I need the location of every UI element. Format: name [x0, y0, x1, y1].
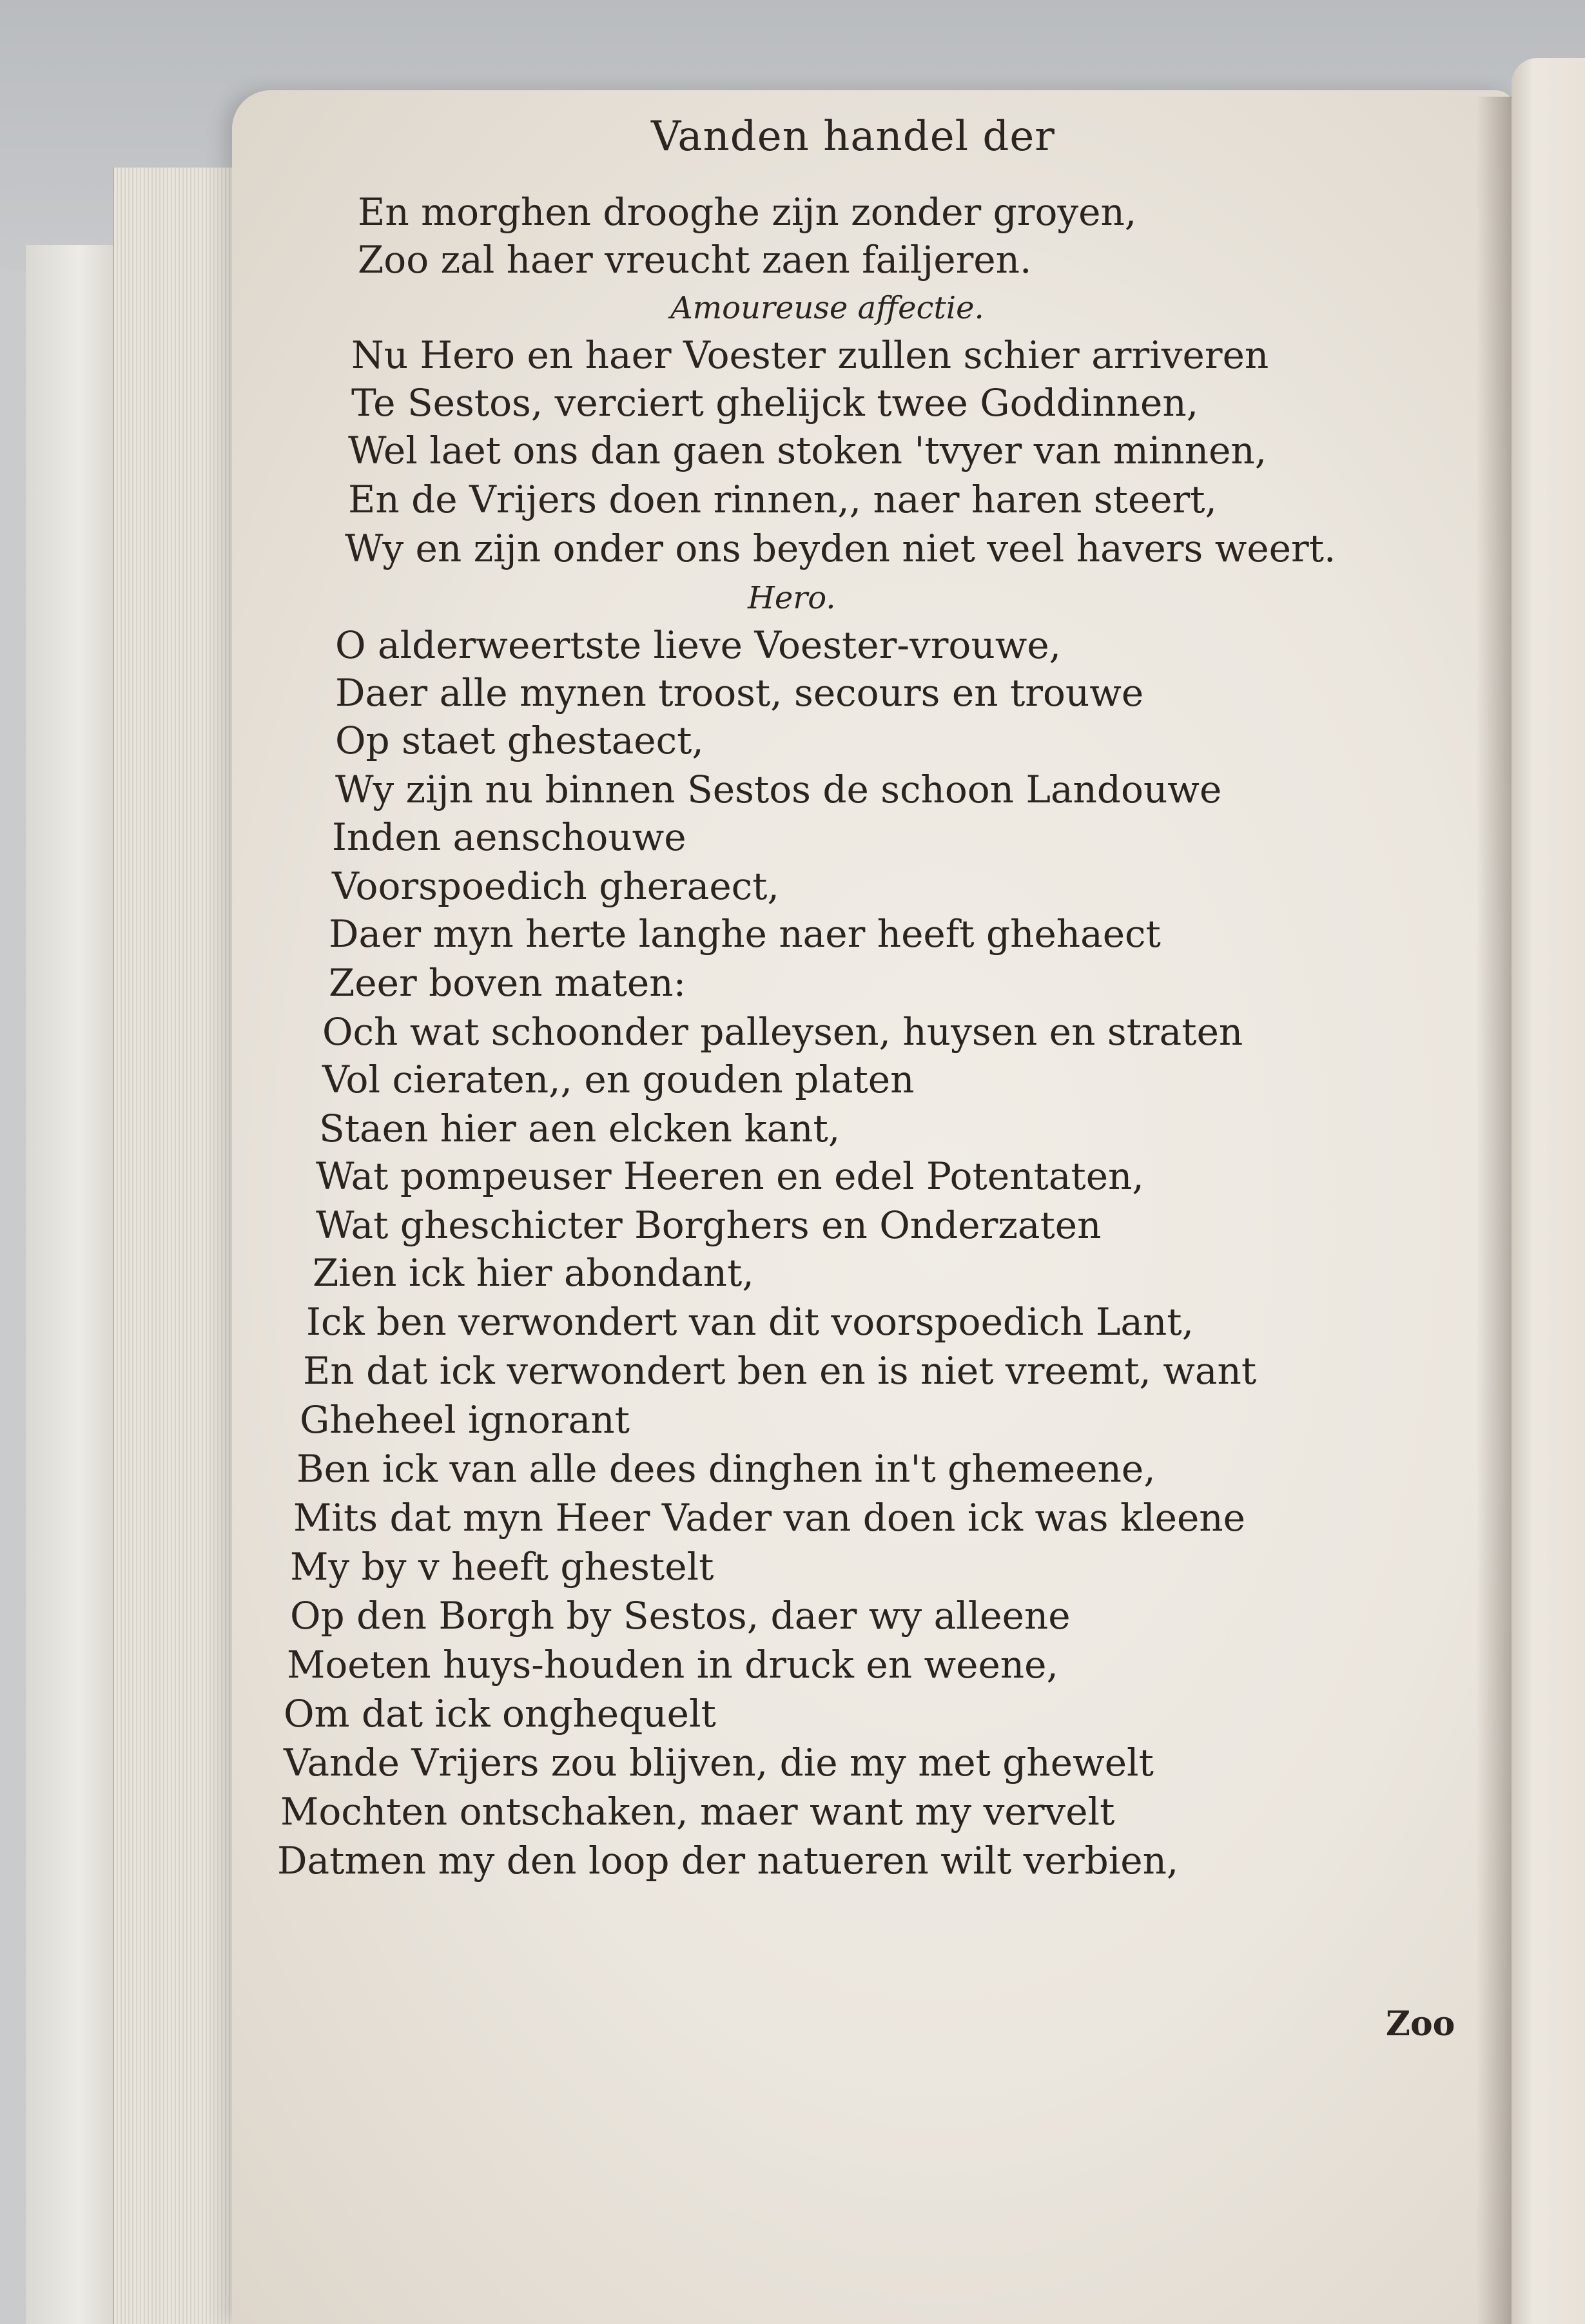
running-head: Vanden handel der: [651, 113, 1055, 160]
verse-line: Wel laet ons dan gaen stoken 'tvyer van minnen,: [348, 429, 1267, 472]
verse-line: Om dat ick onghequelt: [284, 1692, 716, 1736]
verse-line: Ben ick van alle dees dinghen in't ghemeene,: [297, 1447, 1156, 1491]
verse-line: En dat ick verwondert ben en is niet vreemt, want: [303, 1349, 1257, 1393]
verse-line: Daer myn herte langhe naer heeft ghehaect: [329, 912, 1161, 956]
verse-line: My by v heeft ghestelt: [290, 1545, 714, 1589]
book-cover-edge: [26, 245, 118, 2324]
verse-line: En morghen drooghe zijn zonder groyen,: [358, 190, 1137, 234]
verse-line: Nu Hero en haer Voester zullen schier arriveren: [351, 333, 1269, 377]
verse-line: En de Vrijers doen rinnen,, naer haren steert,: [348, 478, 1217, 521]
verse-line: Gheheel ignorant: [300, 1398, 630, 1442]
verse-line: Mochten ontschaken, maer want my vervelt: [280, 1790, 1115, 1834]
verse-line: Wat gheschicter Borghers en Onderzaten: [316, 1203, 1102, 1247]
verse-line: Datmen my den loop der natueren wilt verbien,: [277, 1839, 1179, 1883]
verse-line: Wat pompeuser Heeren en edel Potentaten,: [316, 1154, 1144, 1198]
facing-page: [1512, 58, 1585, 2324]
verse-line: Wy zijn nu binnen Sestos de schoon Landouwe: [335, 768, 1222, 811]
verse-line: Zeer boven maten:: [329, 961, 686, 1005]
page-gutter: [1476, 97, 1515, 2324]
verse-line: Mits dat myn Heer Vader van doen ick was kleene: [293, 1496, 1245, 1540]
verse-line: Daer alle mynen troost, secours en trouwe: [335, 671, 1144, 715]
verse-line: Staen hier aen elcken kant,: [319, 1107, 841, 1150]
verse-line: Inden aenschouwe: [332, 815, 686, 859]
catchword: Zoo: [1386, 2004, 1455, 2044]
verse-line: O alderweertste lieve Voester-vrouwe,: [335, 623, 1062, 667]
verse-line: Och wat schoonder palleysen, huysen en straten: [322, 1010, 1243, 1054]
verse-line: Op staet ghestaect,: [335, 719, 704, 762]
verse-line: Wy en zijn onder ons beyden niet veel havers weert.: [345, 527, 1336, 570]
verse-line: Zien ick hier abondant,: [313, 1251, 754, 1295]
speaker-heading: Amoureuse affectie.: [670, 290, 984, 326]
verse-line: Moeten huys-houden in druck en weene,: [287, 1643, 1058, 1687]
verse-line: Op den Borgh by Sestos, daer wy alleene: [290, 1594, 1071, 1638]
verse-line: Voorspoedich gheraect,: [332, 864, 779, 908]
verse-line: Vol cieraten,, en gouden platen: [322, 1058, 915, 1101]
speaker-heading: Hero.: [748, 580, 836, 616]
verse-line: Vande Vrijers zou blijven, die my met ghewelt: [284, 1741, 1154, 1785]
verse-line: Te Sestos, verciert ghelijck twee Goddinnen,: [351, 381, 1199, 425]
verse-line: Zoo zal haer vreucht zaen failjeren.: [358, 238, 1032, 282]
verse-line: Ick ben verwondert van dit voorspoedich Lant,: [306, 1300, 1194, 1344]
